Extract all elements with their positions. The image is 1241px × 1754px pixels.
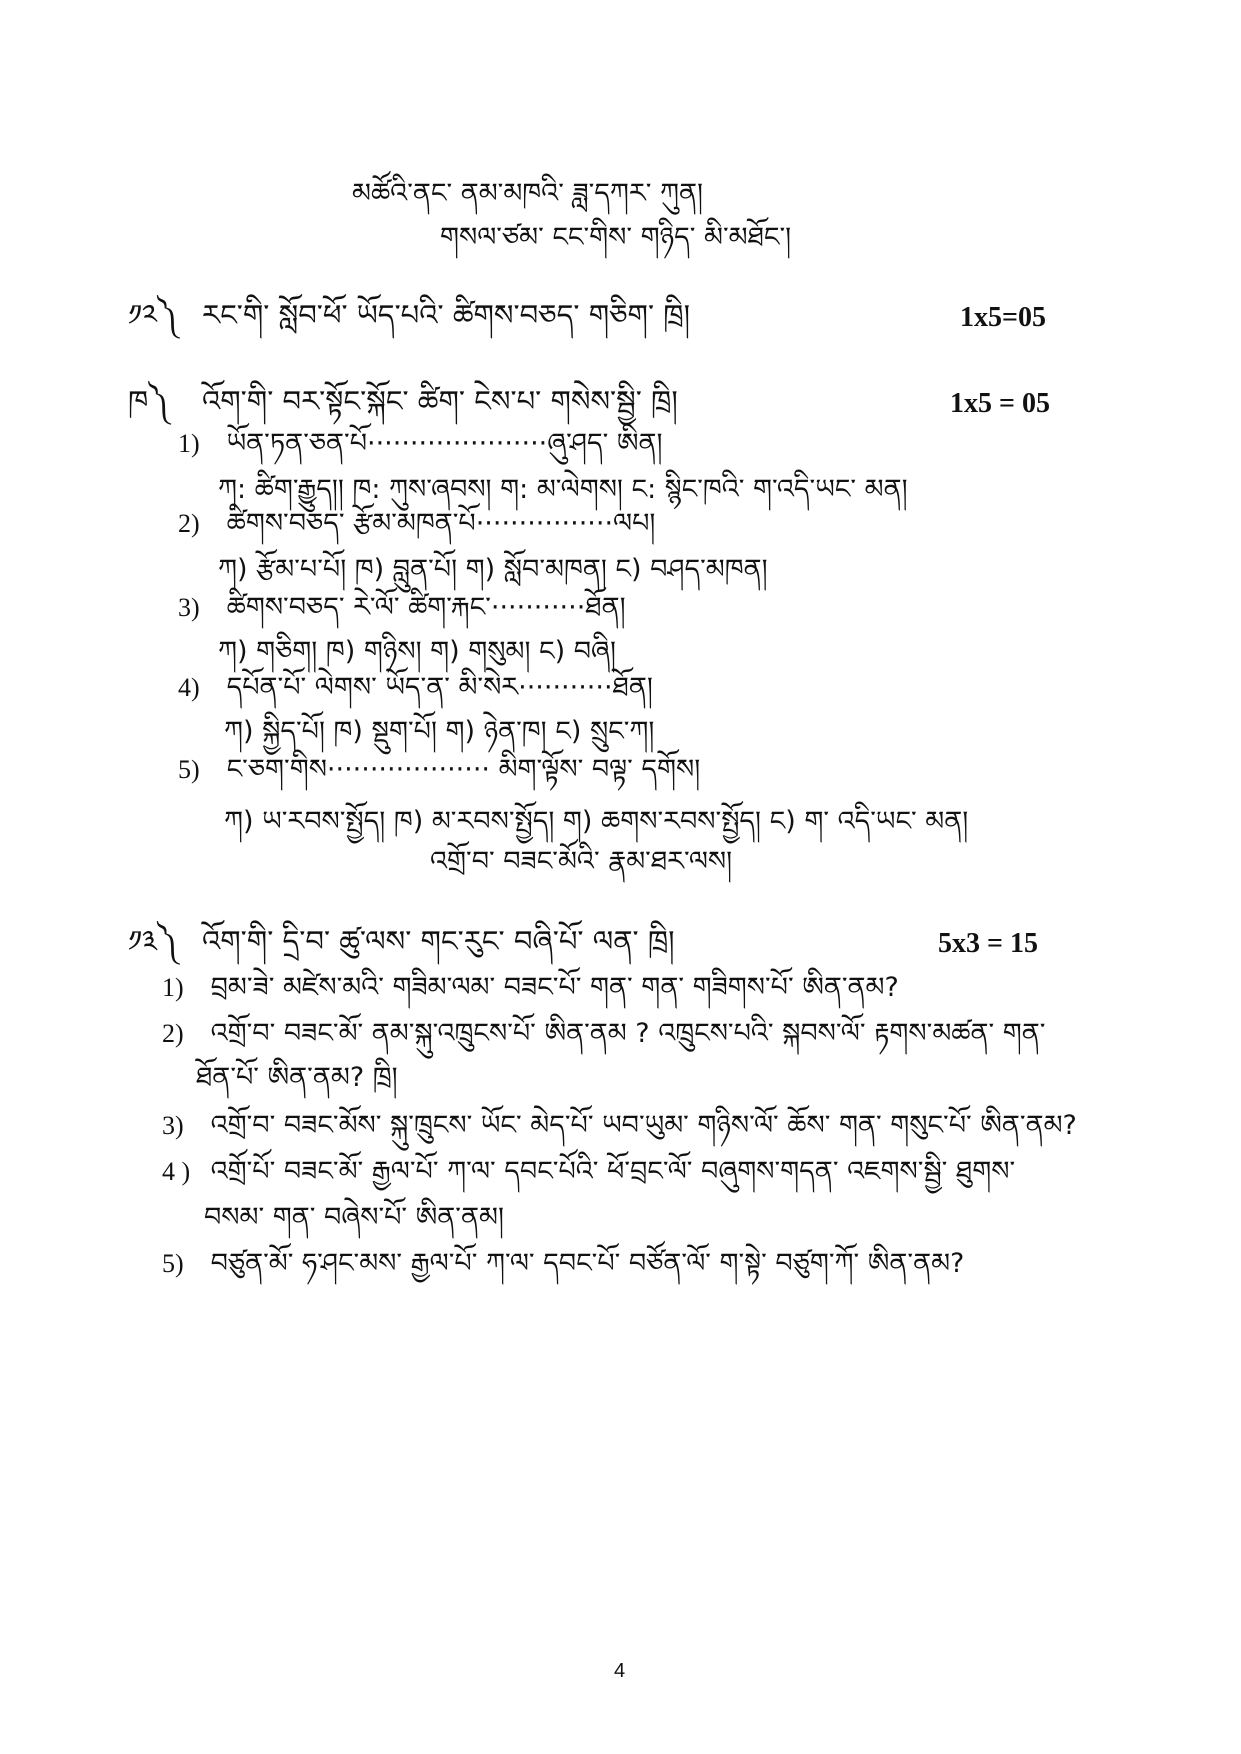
question-text: ང་ཅག་གིས··················· མིག་ལྟོས་ བལྟ་ དགོས། <box>226 754 701 785</box>
fill-question-3 <box>178 592 626 624</box>
question-number: 5) <box>178 755 200 784</box>
question-text: དཔོན་པོ་ ལེགས་ ཡོད་ན་ མི་སེར···········ཐོན། <box>226 672 653 703</box>
short-question-4-cont: བསམ་ གན་ བཞེས་པོ་ ཨིན་ནམ། <box>204 1202 504 1233</box>
section-a-title: རང་གི་ སློབ་ཕོ་ ཡོད་པའི་ ཚིགས་བཅད་ གཅིག་ ཁྲི། <box>202 298 691 332</box>
question-number: 3) <box>178 593 200 622</box>
section-b-source: འགྲོ་བ་ བཟང་མོའི་ རྣམ་ཐར་ལས། <box>430 846 733 877</box>
question-number: 2) <box>178 509 200 538</box>
question-line: འགྲོ་བ་ བཟང་མོ་ ནམ་སྐུ་འཁྲུངས་པོ་ ཨིན་ནམ ? འཁྲུངས་པའི་ སྐབས་ལོ་ རྟགས་མཚན་ གན་ <box>210 1018 1046 1049</box>
question-number: 5) <box>162 1249 184 1278</box>
fill-question-2-options: ཀ) རྩོམ་པ་པོ། ཁ) བླུན་པོ། ག) སློབ་མཁན། ང) བཤད་མཁན། <box>218 554 768 585</box>
fill-question-3-options: ཀ) གཅིག། ཁ) གཉིས། ག) གསུམ། ང) བཞི། <box>218 636 616 667</box>
question-number: 1) <box>162 973 184 1002</box>
section-a-number: ༡༢༽ <box>128 298 178 332</box>
section-c-number: ༡༣༽ <box>128 924 178 958</box>
verse-line-1: མཚོའི་ནང་ ནམ་མཁའི་ ཟླ་དཀར་ ཀུན། <box>352 178 704 209</box>
short-question-2-cont: ཐོན་པོ་ ཨིན་ནམ? ཁྲི། <box>196 1062 398 1093</box>
fill-question-5-options: ཀ) ཡ་རབས་སྤྱོད། ཁ) མ་རབས་སྤྱོད། ག) ཆགས་རབས་སྤྱོད། ང) ག་ འདི་ཡང་ མན། <box>224 806 969 837</box>
section-b-number: ཁ༽ <box>128 384 169 418</box>
short-question-1 <box>162 972 899 1004</box>
section-b-title: འོག་གི་ བར་སྟོང་སྐོང་ ཚིག་ ངེས་པ་ གསེས་སྦྱི་ ཁྲི། <box>202 384 678 418</box>
section-c-marks: 5x3 = 15 <box>938 928 1038 959</box>
short-question-4 <box>162 1156 1015 1188</box>
verse-line-2: གསལ་ཙམ་ ངང་གིས་ གཉིད་ མི་མཐོང་། <box>440 222 792 253</box>
question-number: 3) <box>162 1111 184 1140</box>
fill-question-2 <box>178 508 655 540</box>
fill-question-1 <box>178 428 663 460</box>
short-question-2 <box>162 1018 1045 1050</box>
short-question-3 <box>162 1110 1077 1142</box>
question-line: བཙུན་མོ་ ཧ་ཤང་མས་ རྒྱལ་པོ་ ཀ་ལ་ དབང་པོ་ བཙོན་ལོ་ ག་སྟེ་ བཙུག་ཀོ་ ཨིན་ནམ? <box>210 1248 965 1279</box>
fill-question-4 <box>178 672 653 704</box>
fill-question-5 <box>178 754 700 786</box>
short-question-5 <box>162 1248 964 1280</box>
question-number: 1) <box>178 429 200 458</box>
section-c-title: འོག་གི་ དྲི་བ་ ཚུ་ལས་ གང་རུང་ བཞི་པོ་ ལན་ ཁྲི། <box>202 924 675 958</box>
section-a-marks: 1x5=05 <box>960 302 1046 333</box>
fill-question-1-options: ཀ: ཚིག་རྒྱུད།། ཁ: ཀུས་ཞབས། ག: མ་ལེགས། ང: སྙིང་ཁའི་ ག་འདི་ཡང་ མན། <box>218 474 908 505</box>
question-line: འགྲོ་བ་ བཟང་མོས་ སྐུ་ཁྲུངས་ ཡོང་ མེད་པོ་ ཡབ་ཡུམ་ གཉིས་ལོ་ ཆོས་ གན་ གསུང་པོ་ ཨིན་ནམ? <box>210 1110 1077 1141</box>
section-b-marks: 1x5 = 05 <box>950 388 1050 419</box>
question-text: ཡོན་ཏན་ཅན་པོ·····················ཞུ་ཤད་ ཨིན། <box>226 428 663 459</box>
page-number: 4 <box>614 1660 626 1682</box>
question-line: འགྲོ་པོ་ བཟང་མོ་ རྒྱལ་པོ་ ཀ་ལ་ དབང་པོའི་ ཕོ་བྲང་ལོ་ བཞུགས་གདན་ འཇགས་སྦྱི་ ཐུགས་ <box>210 1156 1016 1187</box>
fill-question-4-options: ཀ) སྐྱིད་པོ། ཁ) སྡུག་པོ། ག) ཉེན་ཁ། ང) སྲུང་ཀ། <box>224 716 655 747</box>
question-text: ཚིགས་བཅད་ རྩོམ་མཁན་པོ················ལཔ། <box>226 508 656 539</box>
question-number: 4) <box>178 673 200 702</box>
question-text: ཚིགས་བཅད་ རེ་ལོ་ ཚིག་རྐང་···········ཐོན། <box>226 592 626 623</box>
question-number: 4 ) <box>162 1157 191 1186</box>
question-number: 2) <box>162 1019 184 1048</box>
question-line: བྲམ་ཟེ་ མཛེས་མའི་ གཟིམ་ལམ་ བཟང་པོ་ གན་ གན་ གཟིགས་པོ་ ཨིན་ནམ? <box>210 972 899 1003</box>
